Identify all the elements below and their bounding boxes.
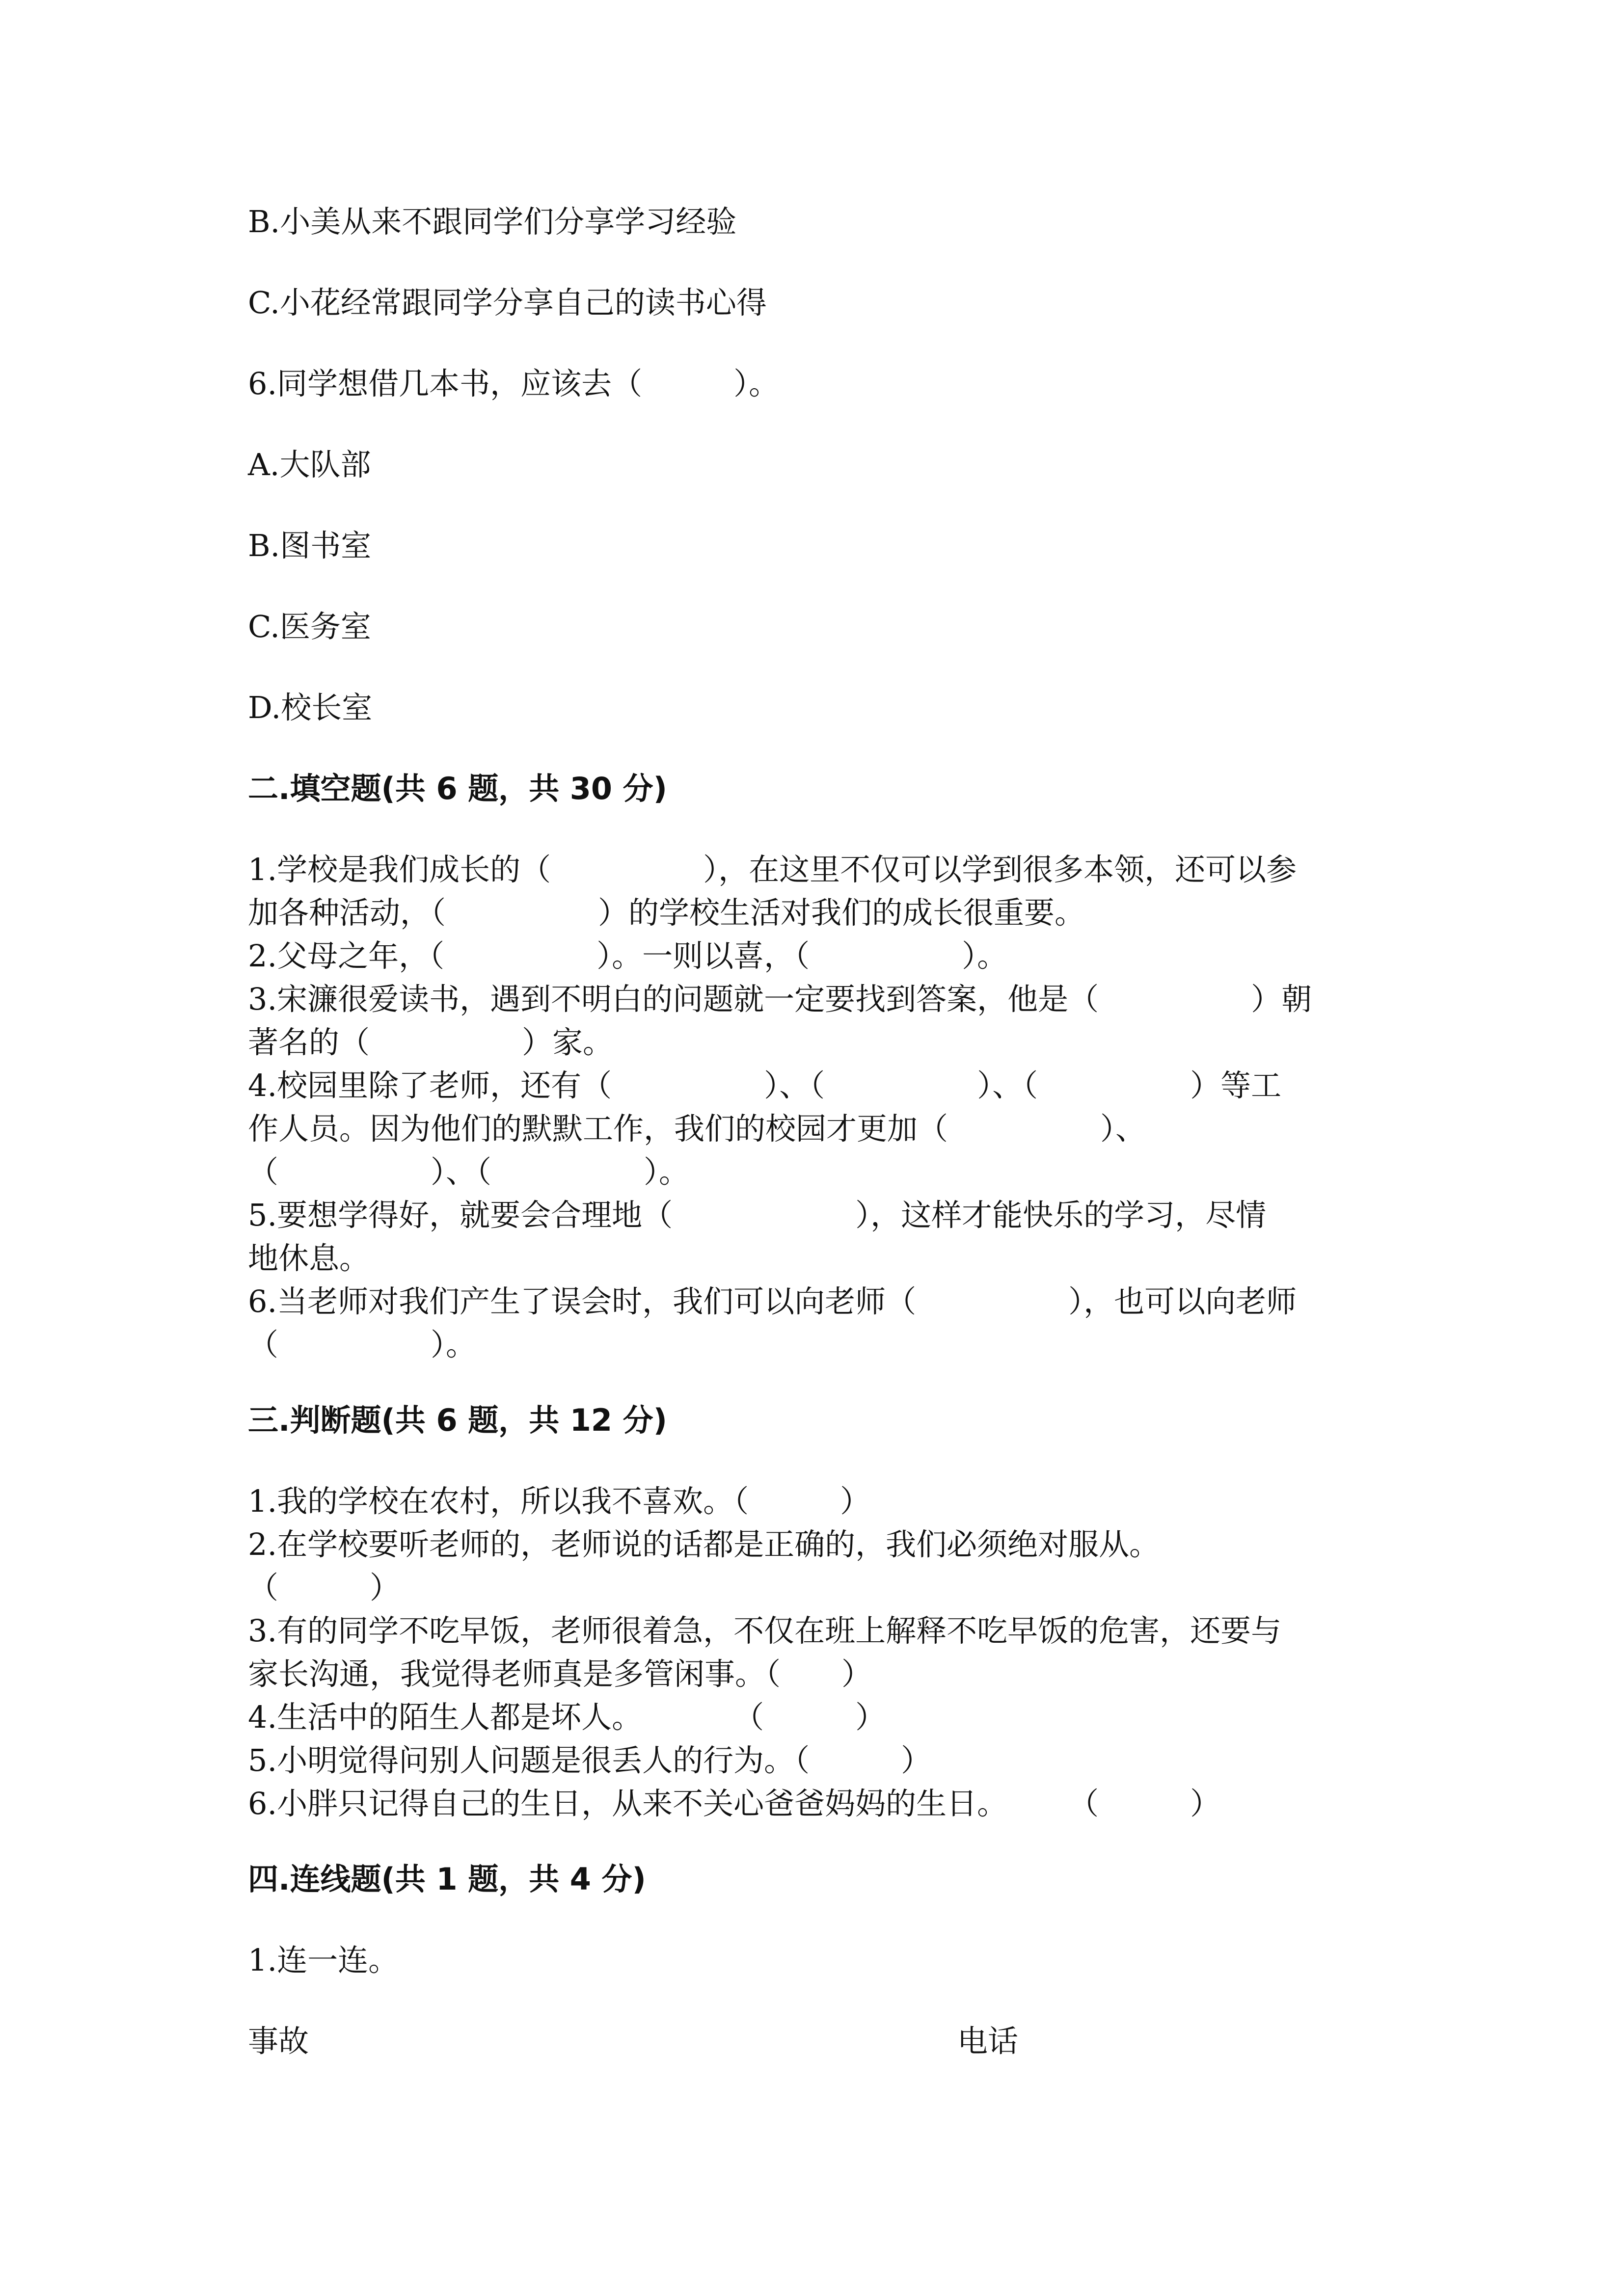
fill-q1-line2: 加各种活动，（ ）的学校生活对我们的成长很重要。 <box>248 895 1085 931</box>
fill-q4-line1: 4.校园里除了老师，还有（ ）、（ ）、（ ）等工 <box>248 1068 1282 1103</box>
fill-q3-line2: 著名的（ ）家。 <box>248 1024 614 1060</box>
judge-q3-line2: 家长沟通，我觉得老师真是多管闲事。（ ） <box>248 1656 872 1692</box>
judge-q3-line1: 3.有的同学不吃早饭，老师很着急，不仅在班上解释不吃早饭的危害，还要与 <box>248 1613 1282 1649</box>
section-4-title: 四.连线题(共 1 题，共 4 分) <box>248 1861 646 1897</box>
q6-stem: 6.同学想借几本书，应该去（ ）。 <box>248 366 780 401</box>
q5-option-b: B.小美从来不跟同学们分享学习经验 <box>248 204 737 240</box>
fill-q1-line1: 1.学校是我们成长的（ ），在这里不仅可以学到很多本领，还可以参 <box>248 852 1297 887</box>
q6-option-b: B.图书室 <box>248 528 372 563</box>
match-right-item[interactable]: 电话 <box>957 2023 1019 2059</box>
match-row <box>248 2020 1387 2063</box>
judge-q1: 1.我的学校在农村，所以我不喜欢。（ ） <box>248 1483 871 1519</box>
section-3-title: 三.判断题(共 6 题，共 12 分) <box>248 1402 667 1438</box>
fill-q4-line2: 作人员。因为他们的默默工作，我们的校园才更加（ ）、 <box>248 1111 1146 1147</box>
judge-q6: 6.小胖只记得自己的生日，从来不关心爸爸妈妈的生日。 （ ） <box>248 1786 1221 1821</box>
fill-q5-line2: 地休息。 <box>248 1240 370 1276</box>
judge-q2-line2: （ ） <box>248 1570 401 1605</box>
match-left-item[interactable]: 事故 <box>248 2023 309 2059</box>
section-2-title: 二.填空题(共 6 题，共 30 分) <box>248 771 667 806</box>
fill-q5-line1: 5.要想学得好，就要会合理地（ ），这样才能快乐的学习，尽情 <box>248 1197 1267 1233</box>
q6-option-a: A.大队部 <box>248 447 371 482</box>
q6-option-c: C.医务室 <box>248 609 371 644</box>
fill-q6-line1: 6.当老师对我们产生了误会时，我们可以向老师（ ），也可以向老师 <box>248 1283 1297 1319</box>
fill-q2: 2.父母之年，（ ）。一则以喜，（ ）。 <box>248 938 1008 974</box>
fill-q3-line1: 3.宋濂很爱读书，遇到不明白的问题就一定要找到答案，他是（ ）朝 <box>248 981 1312 1017</box>
match-stem: 1.连一连。 <box>248 1942 399 1978</box>
judge-q2-line1: 2.在学校要听老师的，老师说的话都是正确的，我们必须绝对服从。 <box>248 1526 1160 1562</box>
fill-q6-line2: （ ）。 <box>248 1327 477 1362</box>
q5-option-c: C.小花经常跟同学分享自己的读书心得 <box>248 285 767 320</box>
q6-option-d: D.校长室 <box>248 690 373 725</box>
fill-q4-line3: （ ）、（ ）。 <box>248 1154 690 1190</box>
judge-q5: 5.小明觉得问别人问题是很丢人的行为。（ ） <box>248 1742 932 1778</box>
judge-q4: 4.生活中的陌生人都是坏人。 （ ） <box>248 1699 886 1735</box>
